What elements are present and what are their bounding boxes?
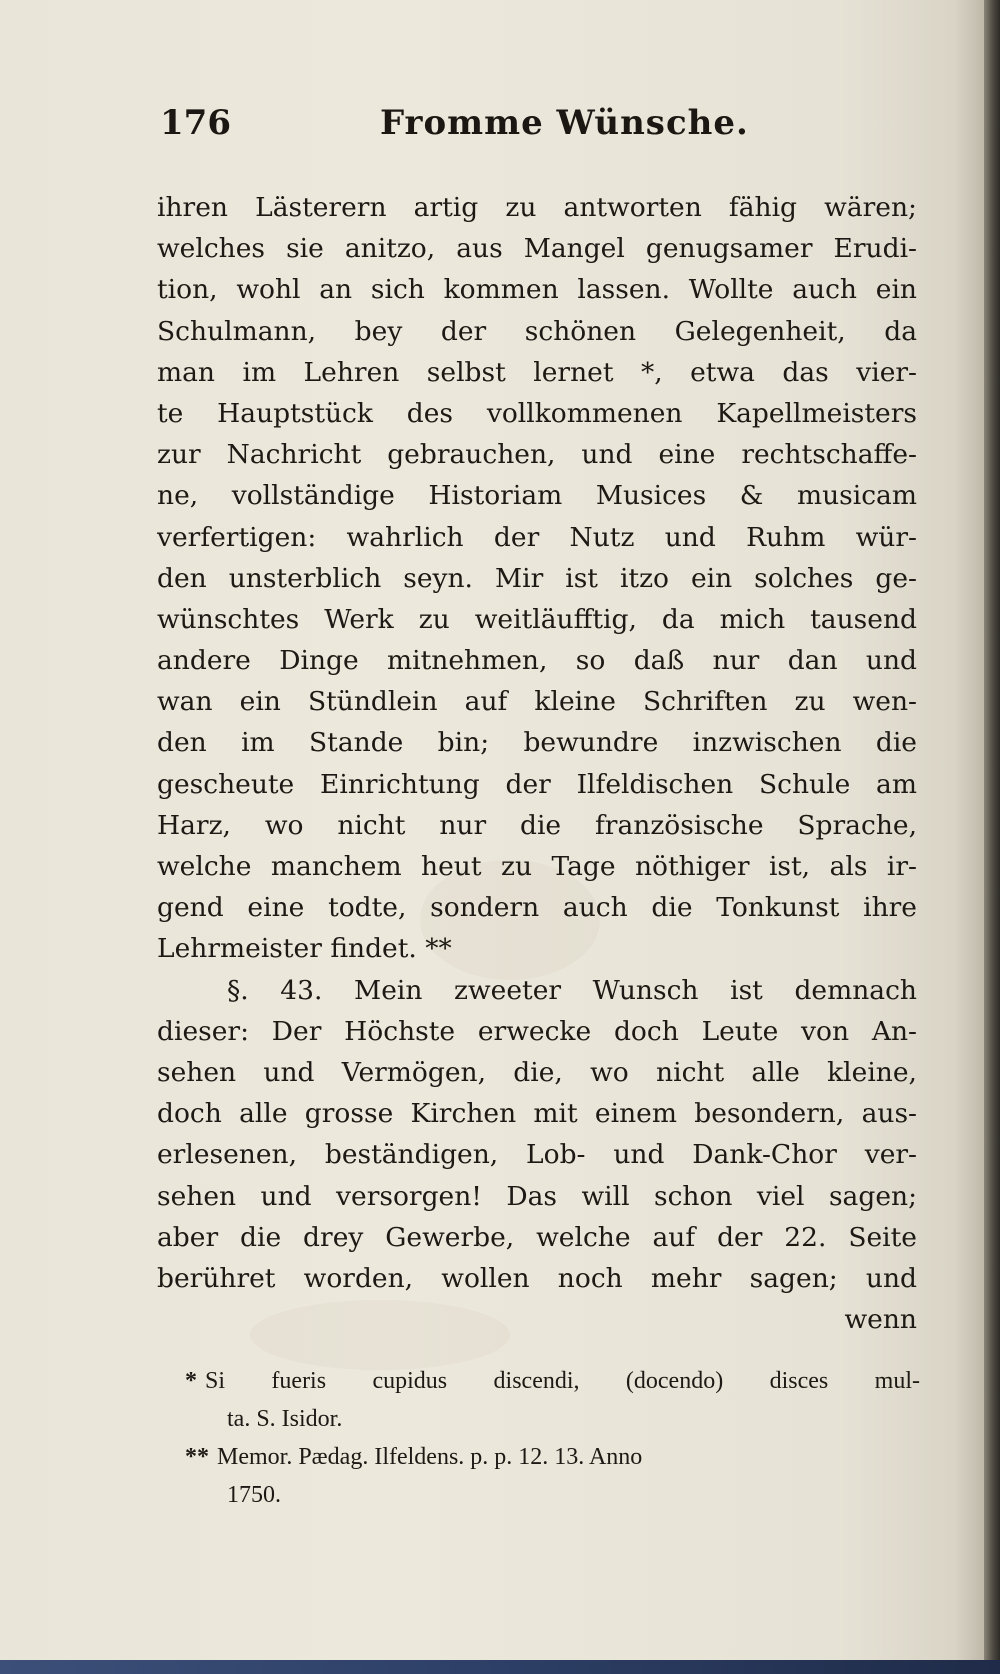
text-line: ne, vollständige Historiam Musices & musicam xyxy=(157,480,917,512)
text-line: andere Dinge mitnehmen, so daß nur dan und xyxy=(157,645,917,677)
text-line: te Hauptstück des vollkommenen Kapellmeisters xyxy=(157,397,917,429)
text-line: ihren Lästerern artig zu antworten fähig wären; xyxy=(157,192,917,223)
text-line: Harz, wo nicht nur die französische Sprache, xyxy=(157,809,917,841)
body-text xyxy=(157,187,917,1340)
footnote-mark: ** xyxy=(185,1444,209,1470)
text-line: Lehrmeister findet. ** xyxy=(157,933,452,965)
footnote-text: Memor. Pædag. Ilfeldens. p. p. 12. 13. Anno xyxy=(217,1444,643,1470)
text-line: welche manchem heut zu Tage nöthiger ist, als ir- xyxy=(157,851,917,882)
text-line: aber die drey Gewerbe, welche auf der 22. Seite xyxy=(157,1221,917,1253)
page-number: 176 xyxy=(160,103,231,143)
paragraph-start-line: §. 43. Mein zweeter Wunsch ist demnach xyxy=(227,974,917,1006)
text-line: sehen und Vermögen, die, wo nicht alle kleine, xyxy=(157,1056,917,1088)
text-line: berühret worden, wollen noch mehr sagen; und xyxy=(157,1262,917,1294)
text-line: tion, wohl an sich kommen lassen. Wollte auch ein xyxy=(157,274,917,306)
text-line: wünschtes Werk zu weitläufftig, da mich tausend xyxy=(157,603,917,635)
page-header xyxy=(160,103,920,153)
text-line: Schulmann, bey der schönen Gelegenheit, da xyxy=(157,315,917,347)
footnote-text: Si fueris cupidus discendi, (docendo) disces mul- xyxy=(205,1368,920,1394)
footnote-1-line-2: ta. S. Isidor. xyxy=(227,1406,343,1432)
text-line: zur Nachricht gebrauchen, und eine rechtschaffe- xyxy=(157,439,917,471)
footnote-mark: * xyxy=(185,1368,197,1394)
text-line: gescheute Einrichtung der Ilfeldischen Schule am xyxy=(157,768,917,800)
book-spine-shadow xyxy=(984,0,1000,1674)
text-line: welches sie anitzo, aus Mangel genugsamer Erudi- xyxy=(157,233,917,265)
footnote-1-line-1 xyxy=(185,1362,920,1400)
text-line: dieser: Der Höchste erwecke doch Leute von An- xyxy=(157,1015,917,1047)
text-line: sehen und versorgen! Das will schon viel sagen; xyxy=(157,1180,917,1212)
text-line: wan ein Stündlein auf kleine Schriften zu wen- xyxy=(157,686,917,718)
text-line: den unsterblich seyn. Mir ist itzo ein solches ge- xyxy=(157,562,917,594)
footnote-2-line-1 xyxy=(185,1438,920,1476)
book-cover-edge xyxy=(0,1660,1000,1674)
text-line: man im Lehren selbst lernet *, etwa das vier- xyxy=(157,356,917,388)
text-line: erlesenen, beständigen, Lob- und Dank-Chor ver- xyxy=(157,1139,917,1171)
text-line: gend eine todte, sondern auch die Tonkunst ihre xyxy=(157,892,917,924)
running-title: Fromme Wünsche. xyxy=(380,103,749,143)
catchword: wenn xyxy=(844,1304,917,1336)
footnotes xyxy=(185,1362,920,1514)
footnote-2-line-2: 1750. xyxy=(227,1482,281,1508)
text-line: den im Stande bin; bewundre inzwischen die xyxy=(157,727,917,759)
text-line: doch alle grosse Kirchen mit einem besondern, aus- xyxy=(157,1098,917,1130)
text-line: verfertigen: wahrlich der Nutz und Ruhm wür- xyxy=(157,521,917,553)
